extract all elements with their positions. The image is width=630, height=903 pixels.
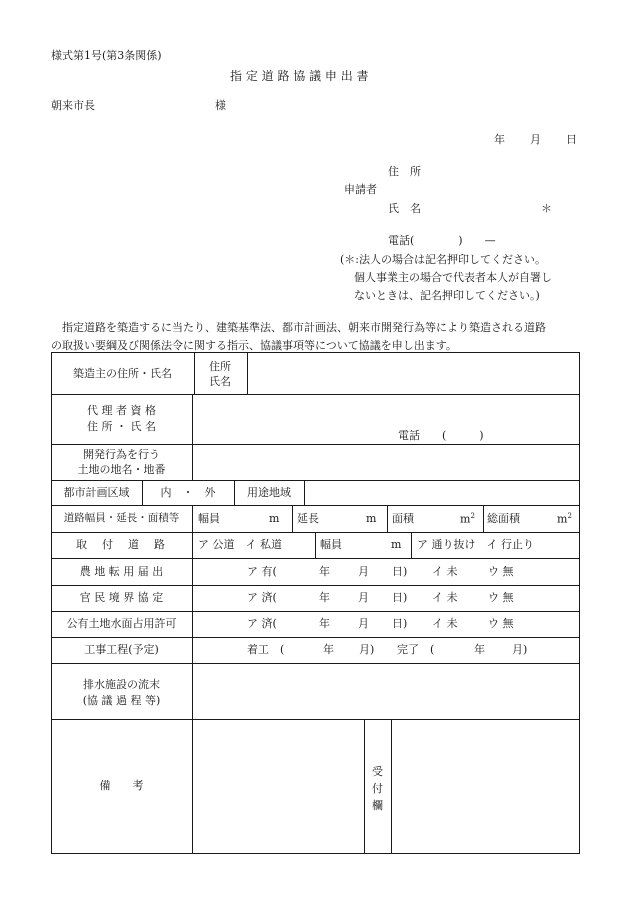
road-total-area-unit: $m^2$ bbox=[557, 512, 572, 526]
schedule-end-year: 年 bbox=[474, 643, 485, 656]
public-land-option-c[interactable]: ウ 無 bbox=[488, 617, 514, 630]
road-width-unit: m bbox=[269, 512, 280, 525]
public-land-day: 日) bbox=[392, 617, 408, 630]
body-paragraph-line-2: の取扱い要綱及び関係法令に関する指示、協議事項等について協議を申し出ます。 bbox=[51, 339, 457, 352]
access-road-type[interactable]: ア 公道 イ 私道 bbox=[198, 538, 282, 551]
phone-line: 電話( ) — bbox=[388, 234, 496, 247]
note-line-3: ないときは、記名押印してください。) bbox=[354, 289, 540, 302]
public-land-year: 年 bbox=[319, 617, 330, 630]
road-width-label: 幅員 bbox=[198, 512, 220, 525]
schedule-end-month: 月) bbox=[512, 643, 528, 656]
land-value-field[interactable] bbox=[196, 448, 576, 477]
agent-label-2: 住 所 ・ 氏 名 bbox=[87, 420, 156, 433]
addressee: 朝来市長 bbox=[51, 99, 95, 112]
access-through-type[interactable]: ア 通り抜け イ 行止り bbox=[417, 538, 534, 551]
honorific: 様 bbox=[215, 99, 226, 112]
farmland-month: 月 bbox=[358, 565, 369, 578]
reception-stamp-area bbox=[395, 723, 576, 850]
agent-phone: 電話 ( ) bbox=[398, 429, 484, 442]
builder-name-label: 氏名 bbox=[209, 375, 231, 388]
road-label: 道路幅員・延長・面積等 bbox=[63, 512, 180, 524]
reception-label-3: 欄 bbox=[372, 799, 383, 812]
public-land-option-a[interactable]: ア 済( bbox=[247, 617, 277, 630]
road-area-unit: $m^2$ bbox=[460, 512, 475, 526]
form-title: 指 定 道 路 協 議 申 出 書 bbox=[230, 69, 369, 83]
date-month: 月 bbox=[530, 133, 541, 146]
agent-label-1: 代 理 者 資 格 bbox=[87, 404, 156, 417]
body-paragraph-line-1: 指定道路を築造するに当たり、建築基準法、都市計画法、朝来市開発行為等により築造される道路 bbox=[51, 321, 546, 334]
farmland-option-b[interactable]: イ 未 bbox=[432, 565, 458, 578]
note-line-1: (＊:法人の場合は記名押印してください。 bbox=[340, 253, 546, 266]
applicant-label: 申請者 bbox=[344, 183, 377, 196]
road-total-area-label: 総面積 bbox=[487, 512, 520, 525]
boundary-option-a[interactable]: ア 済( bbox=[247, 591, 277, 604]
name-label: 氏 名 bbox=[388, 202, 421, 215]
drainage-value-field[interactable] bbox=[196, 667, 576, 716]
seal-asterisk: ＊ bbox=[541, 202, 552, 215]
reception-label-2: 付 bbox=[372, 782, 383, 795]
builder-label: 築造主の住所・氏名 bbox=[73, 367, 172, 380]
farmland-year: 年 bbox=[319, 565, 330, 578]
remarks-value-field[interactable] bbox=[196, 723, 360, 850]
planning-inout-choice[interactable]: 内 ・ 外 bbox=[160, 486, 216, 499]
drainage-label-2: (協 議 過 程 等) bbox=[82, 694, 161, 707]
public-land-option-b[interactable]: イ 未 bbox=[432, 617, 458, 630]
boundary-year: 年 bbox=[319, 591, 330, 604]
application-form-table bbox=[51, 352, 580, 854]
boundary-label: 官 民 境 界 協 定 bbox=[79, 591, 164, 604]
agent-value-field[interactable] bbox=[196, 398, 576, 440]
schedule-start-year: 年 bbox=[323, 643, 334, 656]
boundary-option-c[interactable]: ウ 無 bbox=[488, 591, 514, 604]
remarks-label: 備 考 bbox=[99, 779, 144, 792]
schedule-end: 完了 ( bbox=[397, 643, 435, 656]
access-width-unit: m bbox=[391, 538, 402, 551]
access-road-label: 取 付 道 路 bbox=[76, 538, 167, 551]
land-label-2: 土地の地名・地番 bbox=[77, 463, 166, 476]
farmland-label: 農 地 転 用 届 出 bbox=[79, 565, 164, 578]
schedule-start: 着工 ( bbox=[247, 643, 285, 656]
farmland-option-c[interactable]: ウ 無 bbox=[488, 565, 514, 578]
zoning-value-field[interactable] bbox=[308, 484, 576, 502]
road-length-label: 延長 bbox=[297, 512, 319, 525]
note-line-2: 個人事業主の場合で代表者本人が自署し bbox=[354, 271, 552, 284]
schedule-label: 工事工程(予定) bbox=[84, 643, 159, 656]
farmland-option-a[interactable]: ア 有( bbox=[247, 565, 277, 578]
form-number: 様式第1号(第3条関係) bbox=[51, 49, 162, 62]
schedule-start-month: 月) bbox=[359, 643, 375, 656]
builder-address-label: 住所 bbox=[209, 360, 231, 373]
land-label-1: 開発行為を行う bbox=[83, 448, 160, 461]
public-land-month: 月 bbox=[358, 617, 369, 630]
farmland-day: 日) bbox=[392, 565, 408, 578]
boundary-month: 月 bbox=[358, 591, 369, 604]
date-day: 日 bbox=[566, 133, 577, 146]
road-area-label: 面積 bbox=[392, 512, 414, 525]
access-width-label: 幅員 bbox=[320, 538, 342, 551]
boundary-option-b[interactable]: イ 未 bbox=[432, 591, 458, 604]
builder-value-field[interactable] bbox=[251, 358, 576, 390]
boundary-day: 日) bbox=[392, 591, 408, 604]
drainage-label-1: 排水施設の流末 bbox=[83, 678, 160, 691]
date-year: 年 bbox=[494, 133, 505, 146]
reception-label-1: 受 bbox=[372, 765, 383, 778]
road-length-unit: m bbox=[366, 512, 377, 525]
public-land-label: 公有土地水面占用許可 bbox=[66, 617, 177, 630]
planning-area-label: 都市計画区域 bbox=[63, 486, 130, 499]
zoning-label: 用途地域 bbox=[247, 486, 291, 499]
address-label: 住 所 bbox=[388, 165, 421, 178]
